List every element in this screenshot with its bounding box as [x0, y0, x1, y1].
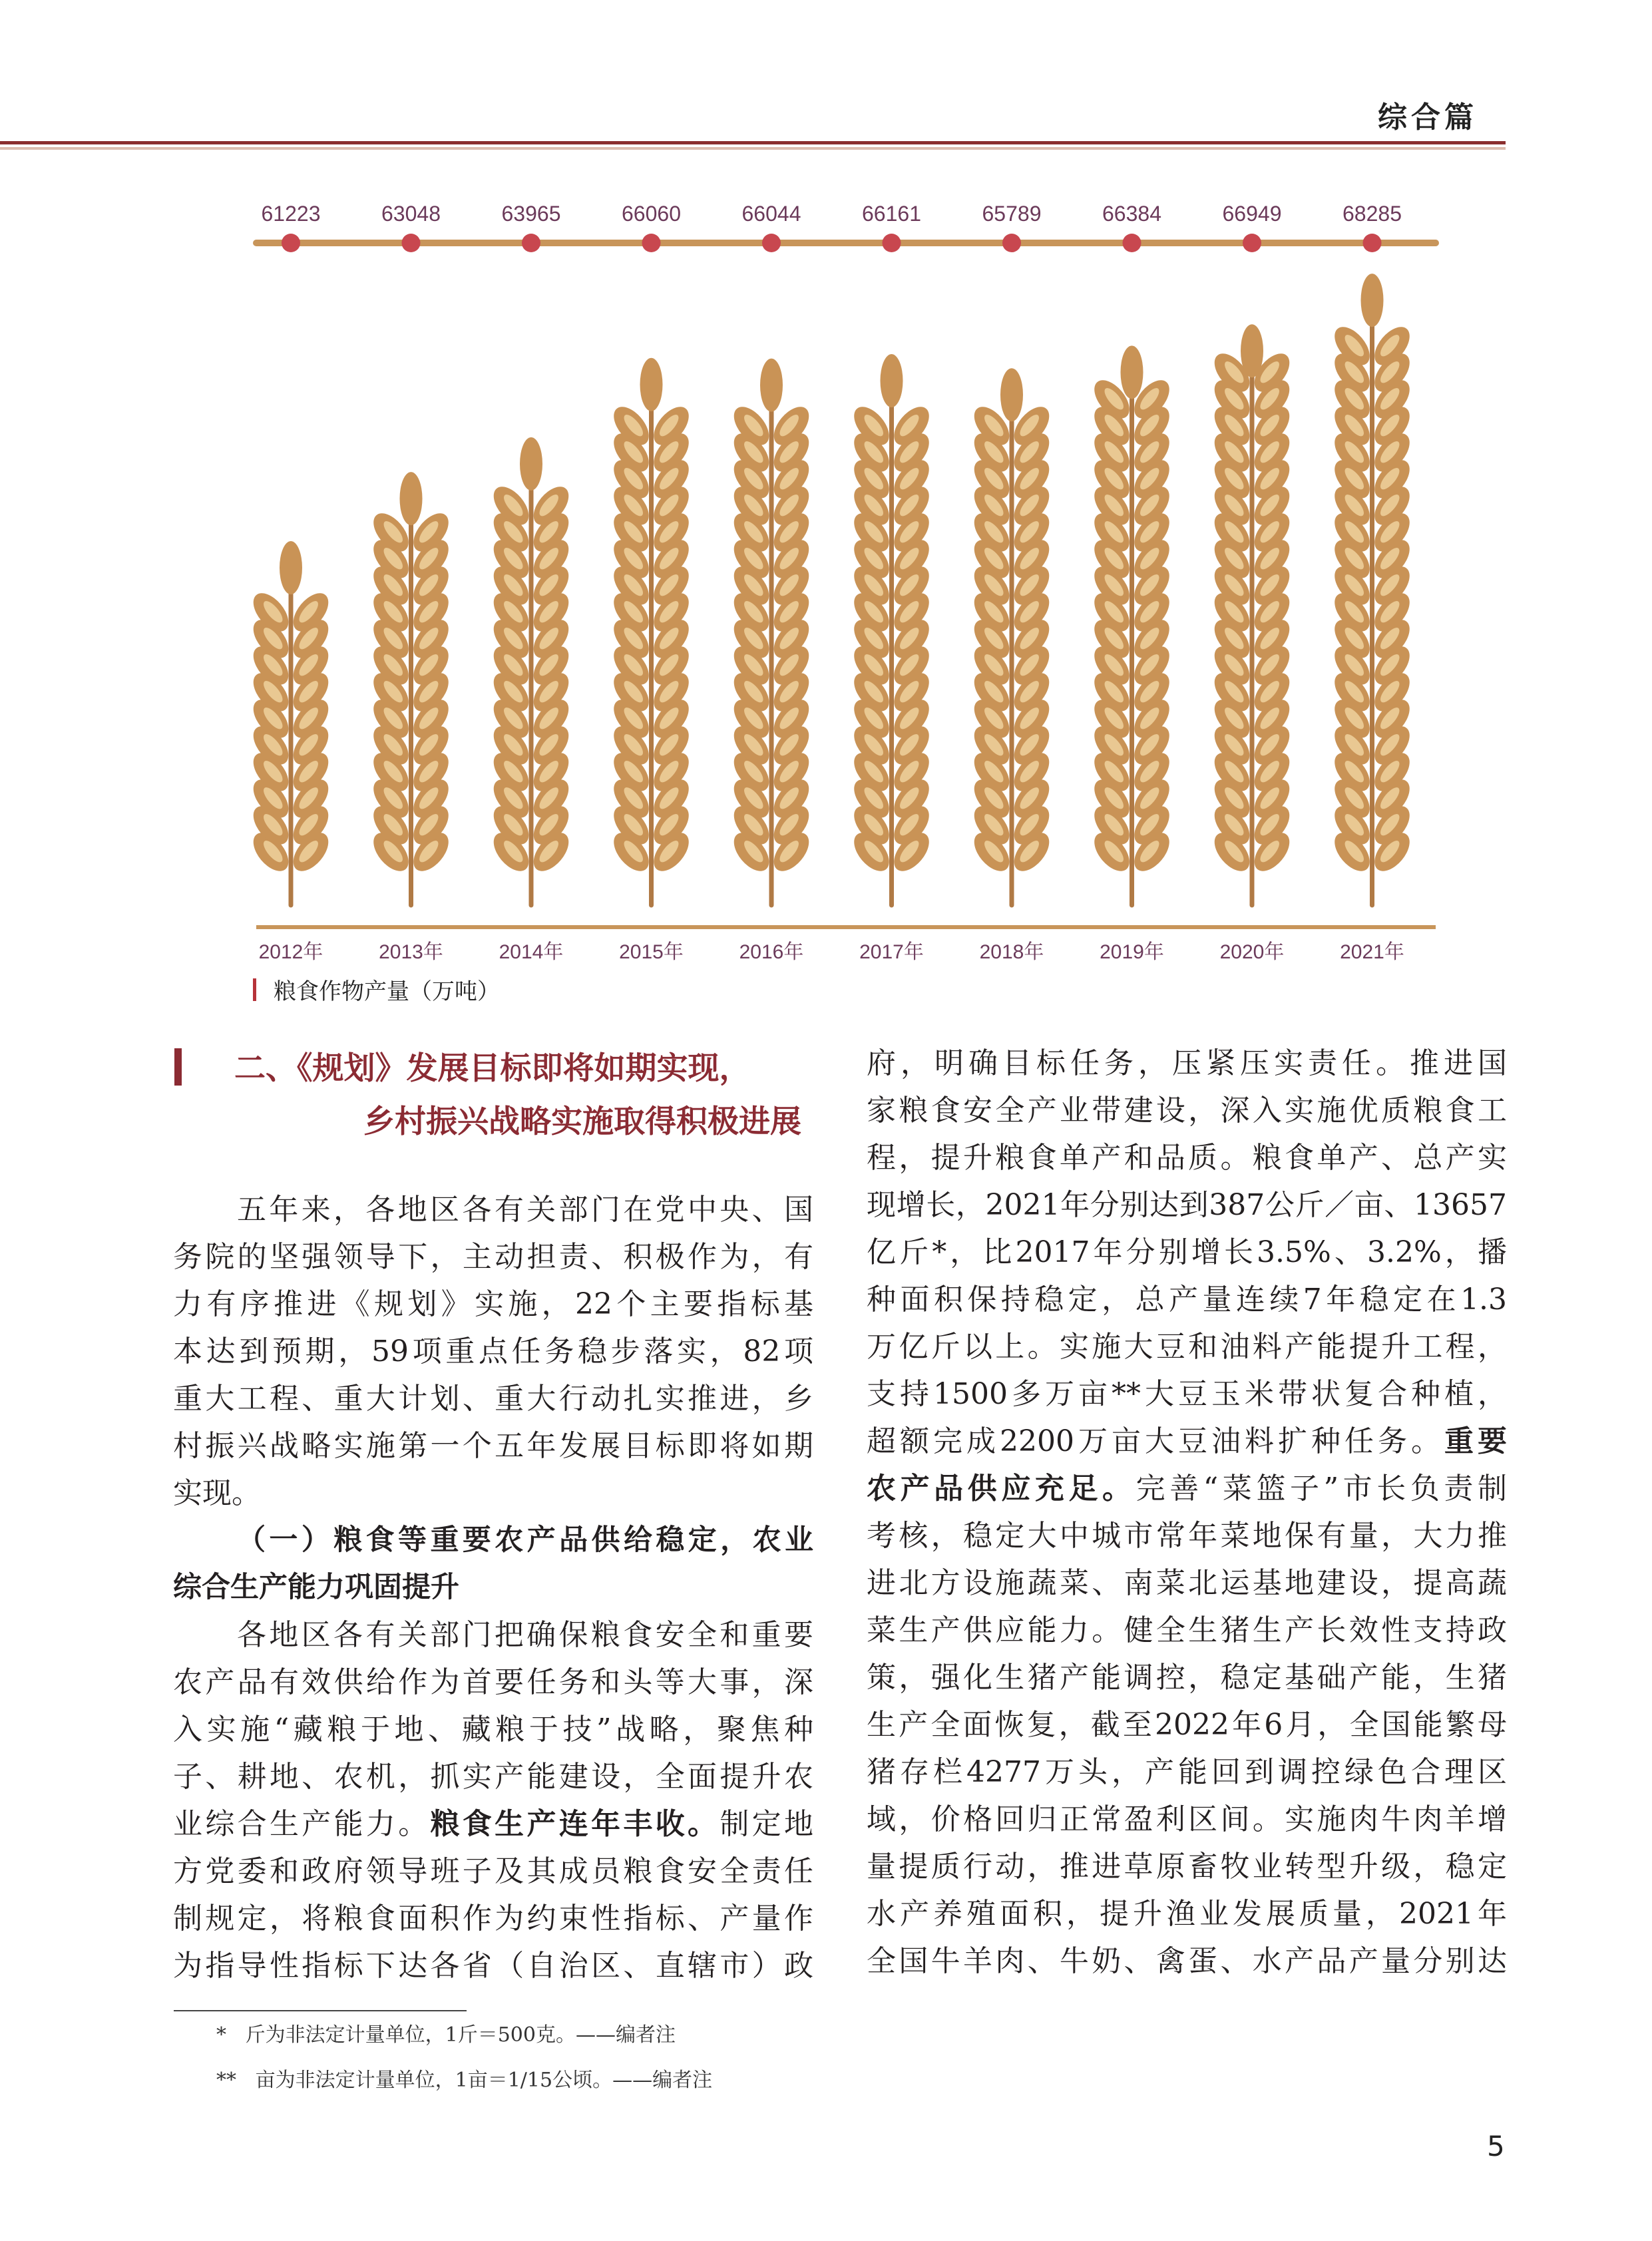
body-text: 万亿斤以上。实施大豆和油料产能提升工程， [867, 1330, 1507, 1364]
heading-marker [174, 1048, 182, 1086]
right-line [867, 1040, 1507, 1087]
value-dot [522, 234, 540, 252]
body-text: 亿斤*，比2017年分别增长3.5%、3.2%，播 [867, 1235, 1507, 1269]
left-line [173, 1564, 813, 1611]
left-line [173, 1895, 813, 1942]
body-text: 域，价格回归正常盈利区间。实施肉牛肉羊增 [867, 1802, 1507, 1836]
caption-marker [253, 978, 256, 1001]
bold-lead-text: 农产品供应充足。 [867, 1472, 1136, 1506]
year-label: 2014年 [499, 941, 564, 963]
value-dot [883, 234, 901, 252]
body-text: 完善“菜篮子”市长负责制 [1136, 1472, 1507, 1506]
right-line [867, 1559, 1507, 1607]
body-text: 为指导性指标下达各省（自治区、直辖市）政 [173, 1949, 813, 1983]
value-dot [642, 234, 661, 252]
left-line [173, 1422, 813, 1470]
left-line [173, 1281, 813, 1328]
value-label: 66949 [1222, 202, 1282, 226]
body-text: 家粮食安全产业带建设，深入实施优质粮食工 [867, 1094, 1507, 1127]
page-number: 5 [1487, 2130, 1505, 2162]
footnote-2 [216, 2063, 712, 2093]
body-text: 府，明确目标任务，压紧压实责任。推进国 [867, 1046, 1507, 1080]
right-line [867, 1465, 1507, 1512]
chart-caption [253, 973, 500, 1006]
year-label: 2020年 [1219, 941, 1285, 963]
section-heading-line2: 乡村振兴战略实施取得积极进展 [363, 1104, 801, 1140]
body-text: 考核，稳定大中城市常年菜地保有量，大力推 [867, 1519, 1507, 1553]
section-heading-line1: 二、《规划》发展目标即将如期实现， [234, 1050, 751, 1087]
body-text: 策，强化生猪产能调控，稳定基础产能，生猪 [867, 1661, 1507, 1695]
value-label: 68285 [1342, 202, 1402, 226]
footnote-text: 斤为非法定计量单位，1斤＝500克。——编者注 [245, 2023, 676, 2047]
value-dot [1243, 234, 1261, 252]
right-line [867, 1701, 1507, 1748]
footnote-mark: * [216, 2023, 226, 2047]
bold-lead-text: 重要 [1444, 1424, 1508, 1458]
wheat-tip [881, 354, 903, 407]
right-line [867, 1607, 1507, 1654]
header-rule-light [0, 147, 1506, 150]
year-label: 2018年 [979, 941, 1044, 963]
body-text: 本达到预期，59项重点任务稳步落实，82项 [173, 1334, 813, 1368]
wheat-tip [1000, 368, 1023, 421]
body-text: 重大工程、重大计划、重大行动扎实推进，乡 [173, 1382, 813, 1416]
right-line [867, 1229, 1507, 1276]
wheat-tip [760, 359, 783, 412]
wheat-tip [280, 541, 302, 594]
body-text: 各地区各有关部门把确保粮食安全和重要 [237, 1618, 813, 1652]
value-label: 66044 [741, 202, 801, 226]
grain-output-chart [0, 186, 1652, 985]
body-text: 生产全面恢复，截至2022年6月，全国能繁母 [867, 1708, 1507, 1742]
caption-text: 粮食作物产量（万吨） [274, 978, 500, 1005]
value-label: 66384 [1102, 202, 1161, 226]
body-text: 水产养殖面积，提升渔业发展质量，2021年 [867, 1897, 1507, 1931]
right-line [867, 1134, 1507, 1181]
body-text: 五年来，各地区各有关部门在党中央、国 [237, 1193, 813, 1227]
wheat-tip [400, 472, 423, 525]
footnote-1 [216, 2018, 676, 2047]
year-label: 2012年 [258, 941, 323, 963]
left-column [173, 1186, 813, 1989]
right-line [867, 1276, 1507, 1323]
right-line [867, 1654, 1507, 1701]
left-line [173, 1328, 813, 1375]
body-text: 务院的坚强领导下，主动担责、积极作为，有 [173, 1240, 813, 1274]
left-line [173, 1233, 813, 1281]
value-dot [402, 234, 421, 252]
right-line [867, 1937, 1507, 1985]
wheat-tip [1241, 324, 1263, 377]
value-label: 66060 [622, 202, 681, 226]
body-text: 制规定，将粮食面积作为约束性指标、产量作 [173, 1902, 813, 1935]
section-title: 综合篇 [1378, 101, 1478, 134]
year-label: 2019年 [1100, 941, 1164, 963]
right-column [867, 1040, 1507, 1985]
left-line [173, 1800, 813, 1848]
body-text: 子、耕地、农机，抓实产能建设，全面提升农 [173, 1760, 813, 1794]
right-line [867, 1512, 1507, 1559]
body-text: 力有序推进《规划》实施，22个主要指标基 [173, 1287, 813, 1321]
right-line [867, 1323, 1507, 1370]
value-dot [1363, 234, 1382, 252]
year-label: 2013年 [379, 941, 443, 963]
value-dot [762, 234, 781, 252]
year-label: 2016年 [739, 941, 804, 963]
right-line [867, 1087, 1507, 1134]
left-line [173, 1186, 813, 1233]
left-line [173, 1848, 813, 1895]
wheat-tip [1361, 274, 1384, 327]
value-label: 63048 [381, 202, 441, 226]
right-line [867, 1796, 1507, 1843]
left-line [173, 1942, 813, 1989]
footnote-rule [174, 2010, 467, 2011]
value-label: 61223 [261, 202, 321, 226]
body-text: 量提质行动，推进草原畜牧业转型升级，稳定 [867, 1850, 1507, 1884]
left-line [173, 1517, 813, 1564]
left-line [173, 1470, 813, 1517]
left-line [173, 1375, 813, 1422]
value-dot [1002, 234, 1021, 252]
right-line [867, 1748, 1507, 1796]
value-label: 65789 [982, 202, 1042, 226]
footnote-mark: ** [216, 2069, 236, 2092]
wheat-tip [640, 358, 663, 411]
footnote-text: 亩为非法定计量单位，1亩＝1/15公顷。——编者注 [255, 2069, 713, 2092]
right-line [867, 1418, 1507, 1465]
body-text: 种面积保持稳定，总产量连续7年稳定在1.3 [867, 1283, 1507, 1317]
body-text: 制定地 [720, 1807, 814, 1841]
body-text: （一）粮食等重要农产品供给稳定，农业 [237, 1524, 813, 1557]
value-label: 63965 [501, 202, 561, 226]
year-label: 2017年 [859, 941, 924, 963]
body-text: 农产品有效供给作为首要任务和头等大事，深 [173, 1665, 813, 1699]
header-rule-dark [0, 141, 1506, 144]
left-line [173, 1659, 813, 1706]
value-dot [282, 234, 300, 252]
bold-lead-text: 粮食生产连年丰收。 [430, 1807, 720, 1841]
value-dot [1123, 234, 1141, 252]
body-text: 进北方设施蔬菜、南菜北运基地建设，提高蔬 [867, 1566, 1507, 1600]
body-text: 方党委和政府领导班子及其成员粮食安全责任 [173, 1854, 813, 1888]
body-text: 超额完成2200万亩大豆油料扩种任务。 [867, 1424, 1444, 1458]
year-label: 2015年 [619, 941, 684, 963]
right-line [867, 1890, 1507, 1937]
body-text: 综合生产能力巩固提升 [173, 1571, 459, 1604]
wheat-tip [1121, 345, 1143, 399]
year-label: 2021年 [1340, 941, 1404, 963]
body-text: 村振兴战略实施第一个五年发展目标即将如期 [173, 1429, 813, 1463]
body-text: 实现。 [173, 1476, 261, 1510]
body-text: 猪存栏4277万头，产能回到调控绿色合理区 [867, 1755, 1507, 1789]
body-text: 支持1500多万亩**大豆玉米带状复合种植， [867, 1377, 1507, 1411]
body-text: 程，提升粮食单产和品质。粮食单产、总产实 [867, 1141, 1507, 1175]
wheat-tip [520, 437, 542, 491]
body-text: 菜生产供应能力。健全生猪生产长效性支持政 [867, 1613, 1507, 1647]
left-line [173, 1753, 813, 1800]
left-line [173, 1611, 813, 1659]
right-line [867, 1843, 1507, 1890]
body-text: 入实施“藏粮于地、藏粮于技”战略，聚焦种 [173, 1713, 813, 1746]
left-line [173, 1706, 813, 1753]
value-label: 66161 [862, 202, 921, 226]
right-line [867, 1370, 1507, 1418]
body-text: 业综合生产能力。 [173, 1807, 431, 1841]
right-line [867, 1181, 1507, 1229]
body-text: 现增长，2021年分别达到387公斤／亩、13657 [867, 1188, 1507, 1222]
body-text: 全国牛羊肉、牛奶、禽蛋、水产品产量分别达 [867, 1944, 1507, 1978]
